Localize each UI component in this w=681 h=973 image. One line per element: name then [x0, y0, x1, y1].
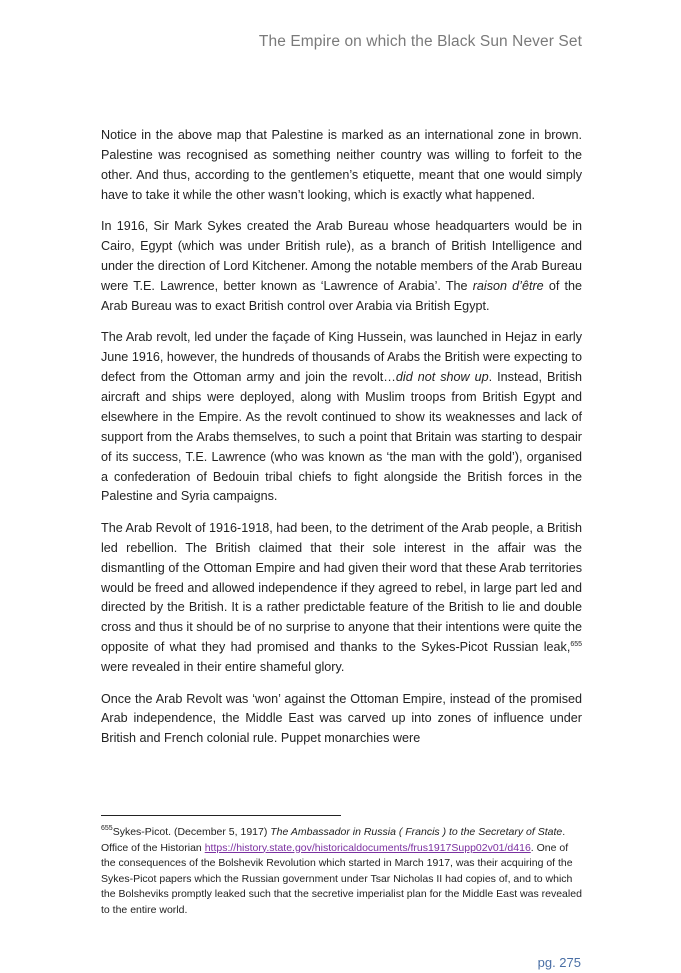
- paragraph-4-text-a: The Arab Revolt of 1916-1918, had been, to the detriment of the Arab people, a British led rebellion. The British claimed that their sole interest in the affair was the dismantling of the Ottoman Empire and had given their word that these Arab territories would be freed and allowed independence if they agreed to rebel, in large part led and directed by the British. It is a rather predictable feature of the British to lie and double cross and thus it should be of no surprise to anyone that their intentions were quite the opposite of what they had promised and thanks to the Sykes-Picot Russian leak,: [101, 520, 582, 655]
- footnote-link[interactable]: https://history.state.gov/historicaldocuments/frus1917Supp02v01/d416: [204, 841, 531, 854]
- footnote-number: 655: [101, 825, 113, 832]
- paragraph-2: [101, 217, 582, 317]
- paragraph-1-text: Notice in the above map that Palestine is marked as an international zone in brown. Palestine was recognised as something neither country was willing to forfeit to the other. And thus, according to the gentlemen’s etiquette, meant that one would simply have to take it while the other wasn’t looking, which is exactly what happened.: [101, 128, 582, 202]
- running-header: The Empire on which the Black Sun Never Set: [258, 33, 582, 50]
- paragraph-4-text-b: were revealed in their entire shameful glory.: [101, 660, 345, 675]
- page-number: pg. 275: [537, 955, 581, 970]
- main-body-text: [101, 126, 582, 761]
- footnote-text-b: . Office of the Historian: [101, 826, 566, 854]
- footnote-italic-title: The Ambassador in Russia ( Francis ) to the Secretary of State: [270, 826, 563, 838]
- footnote-655: [101, 825, 582, 919]
- paragraph-3-text-b: . Instead, British aircraft and ships were deployed, along with Muslim troops from British Egypt and elsewhere in the Empire. As the revolt continued to show its weaknesses and lack of support from the Arabs themselves, to such a point that Britain was starting to despair of its success, T.E. Lawrence (who was known as ‘the man with the gold’), organised a confederation of Bedouin tribal chiefs to fight alongside the British forces in the Palestine and Syria campaigns.: [101, 369, 582, 504]
- paragraph-1: [101, 126, 582, 206]
- paragraph-5: [101, 690, 582, 750]
- paragraph-2-text-a: In 1916, Sir Mark Sykes created the Arab Bureau whose headquarters would be in Cairo, Egypt (which was under British rule), as a branch of British Intelligence and under the direction of Lord Kitchener. Among the notable members of the Arab Bureau were T.E. Lawrence, better known as ‘Lawrence of Arabia’. The: [101, 219, 582, 293]
- paragraph-2-italic-phrase: raison d’être: [472, 278, 544, 293]
- paragraph-3-italic-phrase: did not show up: [395, 369, 489, 384]
- paragraph-5-text: Once the Arab Revolt was ‘won’ against the Ottoman Empire, instead of the promised Arab independence, the Middle East was carved up into zones of influence under British and French colonial rule. Puppet monarchies were: [101, 691, 582, 746]
- paragraph-3-text-a: The Arab revolt, led under the façade of King Hussein, was launched in Hejaz in early June 1916, however, the hundreds of thousands of Arabs the British were expecting to defect from the Ottoman army and join the revolt…: [101, 330, 582, 384]
- footnote-separator: [101, 815, 341, 816]
- footnote-reference-655[interactable]: 655: [570, 641, 582, 649]
- footnote-text-c: . One of the consequences of the Bolshevik Revolution which started in March 1917, was their acquiring of the Sykes-Picot papers which the Russian government under Tsar Nicholas II had copies of, and to which the Bolsheviks promptly leaked such that the secretive imperialist plan for the Middle East was revealed to the entire world.: [101, 841, 582, 916]
- paragraph-2-text-b: of the Arab Bureau was to exact British control over Arabia via British Egypt.: [101, 278, 582, 313]
- footnote-text-a: Sykes-Picot. (December 5, 1917): [112, 826, 271, 838]
- paragraph-3: [101, 328, 582, 507]
- paragraph-4: [101, 519, 582, 678]
